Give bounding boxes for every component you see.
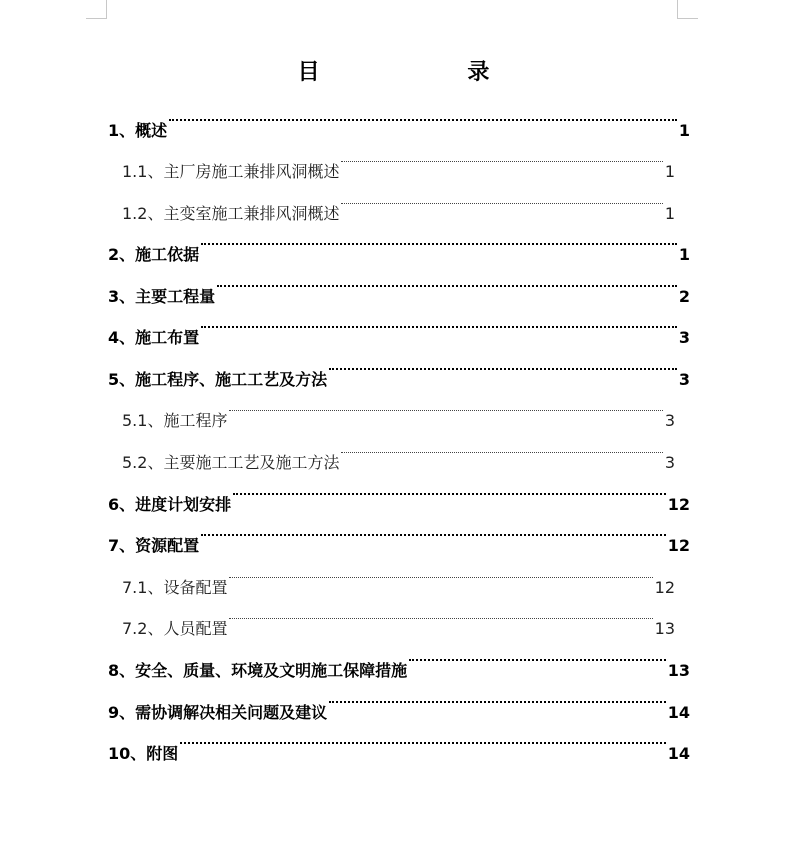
toc-page-number: 14 bbox=[667, 744, 690, 763]
toc-page-number: 14 bbox=[667, 703, 690, 722]
toc-entry[interactable] bbox=[108, 301, 690, 347]
dot-leader bbox=[229, 384, 662, 426]
toc-entry-label: 9、需协调解决相关问题及建议 bbox=[108, 703, 328, 722]
toc-subentry[interactable] bbox=[122, 135, 675, 181]
toc-page-number: 1 bbox=[678, 121, 690, 140]
toc-entry-label: 2、施工依据 bbox=[108, 245, 200, 264]
toc-entry-label: 4、施工布置 bbox=[108, 328, 200, 347]
toc-page-number: 13 bbox=[654, 619, 675, 638]
dot-leader bbox=[180, 717, 665, 759]
crop-mark-left bbox=[86, 0, 107, 19]
toc-entry[interactable] bbox=[108, 343, 690, 389]
toc-entry-label: 6、进度计划安排 bbox=[108, 495, 232, 514]
toc-page-number: 12 bbox=[667, 495, 690, 514]
toc-entry-label: 1.1、主厂房施工兼排风洞概述 bbox=[122, 162, 340, 181]
toc-entry[interactable] bbox=[108, 468, 690, 514]
toc-entry-label: 5、施工程序、施工工艺及方法 bbox=[108, 370, 328, 389]
toc-page-number: 2 bbox=[678, 287, 690, 306]
toc-page-number: 1 bbox=[664, 204, 675, 223]
toc-page-number: 3 bbox=[664, 453, 675, 472]
toc-entry[interactable] bbox=[108, 717, 690, 763]
toc-page-number: 3 bbox=[678, 328, 690, 347]
toc-page-number: 3 bbox=[678, 370, 690, 389]
dot-leader bbox=[229, 551, 652, 593]
dot-leader bbox=[341, 426, 662, 468]
dot-leader bbox=[409, 634, 666, 676]
toc-entry-label: 1、概述 bbox=[108, 121, 168, 140]
toc-entry-label: 10、附图 bbox=[108, 744, 179, 763]
toc-entry[interactable] bbox=[108, 634, 690, 680]
toc-entry-label: 7、资源配置 bbox=[108, 536, 200, 555]
toc-entry-label: 8、安全、质量、环境及文明施工保障措施 bbox=[108, 661, 408, 680]
toc-entry[interactable] bbox=[108, 260, 690, 306]
toc-entry[interactable] bbox=[108, 218, 690, 264]
dot-leader bbox=[201, 218, 677, 260]
dot-leader bbox=[217, 260, 677, 302]
toc-subentry[interactable] bbox=[122, 384, 675, 430]
toc-entry-label: 3、主要工程量 bbox=[108, 287, 216, 306]
dot-leader bbox=[233, 468, 666, 510]
toc-subentry[interactable] bbox=[122, 177, 675, 223]
toc-page-number: 1 bbox=[664, 162, 675, 181]
dot-leader bbox=[329, 676, 666, 718]
dot-leader bbox=[341, 135, 662, 177]
dot-leader bbox=[201, 301, 677, 343]
toc-page-number: 3 bbox=[664, 411, 675, 430]
toc-entry-label: 5.2、主要施工工艺及施工方法 bbox=[122, 453, 340, 472]
dot-leader bbox=[169, 94, 677, 136]
toc-entry-label: 7.1、设备配置 bbox=[122, 578, 228, 597]
crop-mark-right bbox=[677, 0, 698, 19]
toc-entry[interactable] bbox=[108, 94, 690, 140]
dot-leader bbox=[329, 343, 677, 385]
toc-entry-label: 7.2、人员配置 bbox=[122, 619, 228, 638]
toc-subentry[interactable] bbox=[122, 426, 675, 472]
toc-page-number: 12 bbox=[654, 578, 675, 597]
toc-entry[interactable] bbox=[108, 509, 690, 555]
toc-entry[interactable] bbox=[108, 676, 690, 722]
dot-leader bbox=[201, 509, 666, 551]
toc-entry-label: 5.1、施工程序 bbox=[122, 411, 228, 430]
toc-page-number: 1 bbox=[678, 245, 690, 264]
toc-entry-label: 1.2、主变室施工兼排风洞概述 bbox=[122, 204, 340, 223]
toc-title: 目 录 bbox=[297, 59, 560, 85]
toc-page-number: 13 bbox=[667, 661, 690, 680]
toc-page-number: 12 bbox=[667, 536, 690, 555]
toc-subentry[interactable] bbox=[122, 551, 675, 597]
dot-leader bbox=[229, 592, 652, 634]
toc-subentry[interactable] bbox=[122, 592, 675, 638]
dot-leader bbox=[341, 177, 662, 219]
